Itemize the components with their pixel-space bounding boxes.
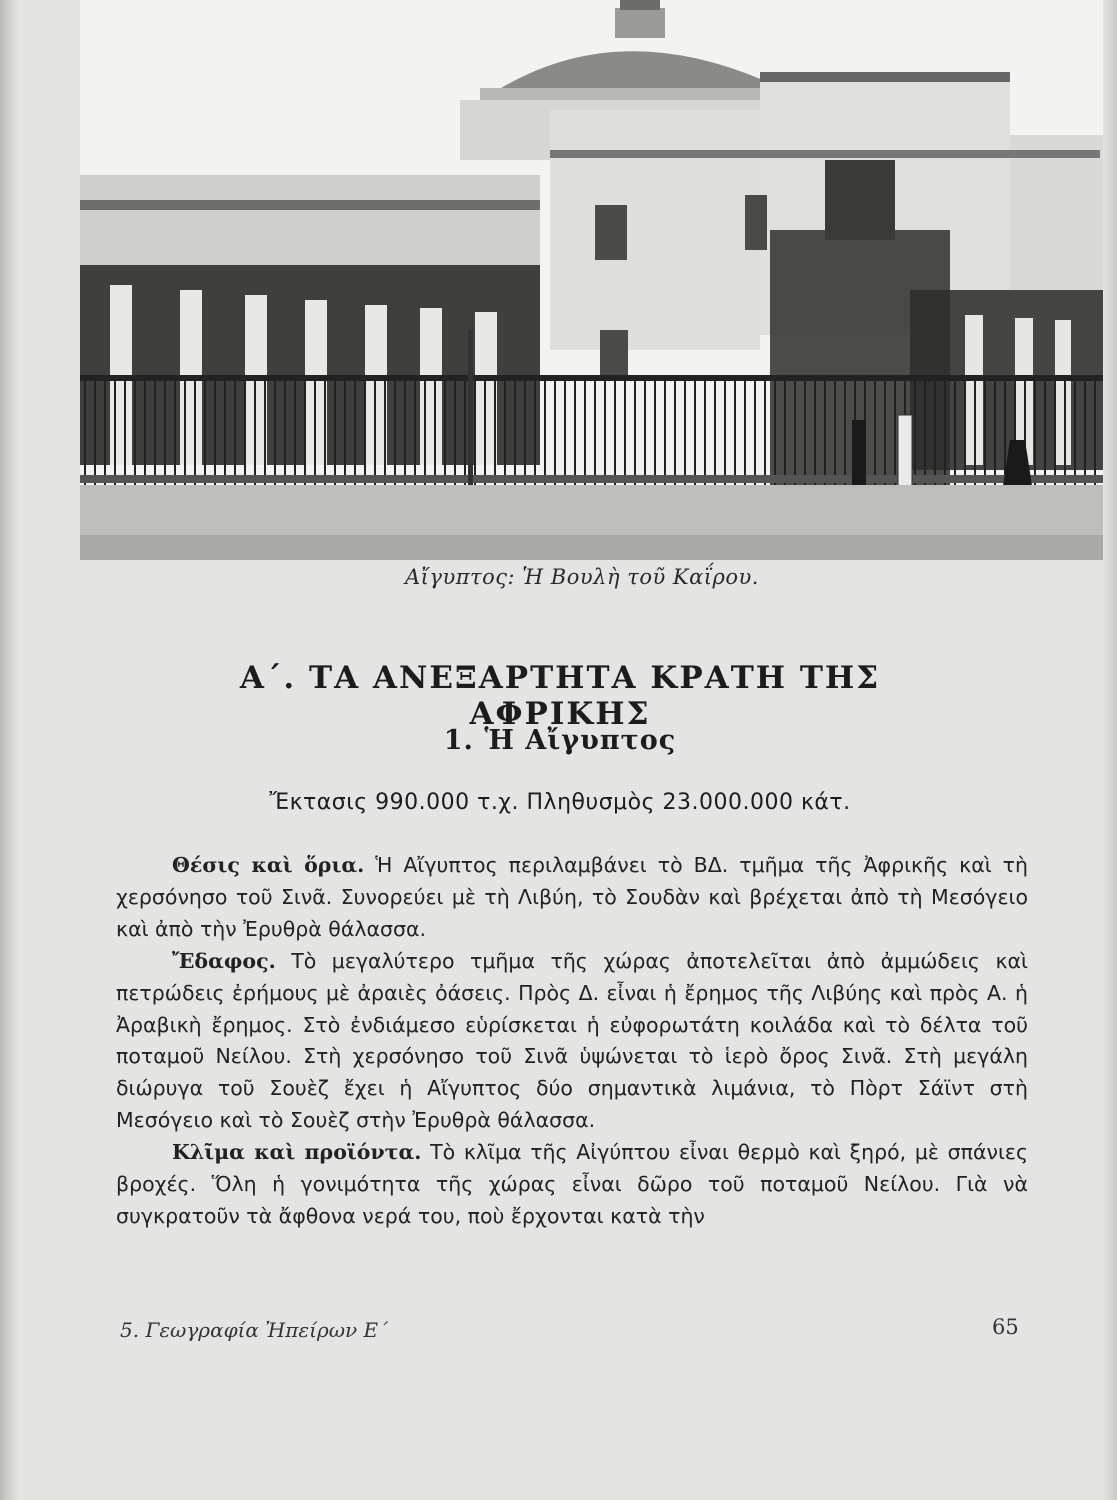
paragraph-text: Τὸ κλῖμα τῆς Αἰγύπτου εἶναι θερμὸ καὶ ξηρό, μὲ σπάνιες βροχές. Ὅλη ἡ γονιμότητα τῆς χώρας εἶναι δῶρο τοῦ ποταμοῦ Νείλου. Γιὰ νὰ συγκρατοῦν τὰ ἄφθονα νερά του, ποὺ ἔρχονται κατὰ τὴν <box>116 1140 1028 1228</box>
page-number: 65 <box>992 1315 1019 1339</box>
paragraph-heading: Ἔδαφος. <box>172 948 276 973</box>
section-title: 1. Ἡ Αἴγυπτος <box>443 725 677 756</box>
photo-caption: Αἴγυπτος: Ἡ Βουλὴ τοῦ Καΐρου. <box>405 565 759 589</box>
paragraph-text: Ἡ Αἴγυπτος περιλαμβάνει τὸ ΒΔ. τμῆμα τῆς Ἀφρικῆς καὶ τὴ χερσόνησο τοῦ Σινᾶ. Συνορεύει μὲ τὴ Λιβύη, τὸ Σουδὰν καὶ βρέχεται ἀπὸ τὴ Μεσόγειο καὶ ἀπὸ τὴν Ἐρυθρὰ θάλασσα. <box>116 853 1028 941</box>
body-text <box>116 850 1028 1233</box>
page-edge-shadow <box>1103 0 1117 1500</box>
paragraph-text: Τὸ μεγαλύτερο τμῆμα τῆς χώρας ἀποτελεῖται ἀπὸ ἀμμώδεις καὶ πετρώδεις ἐρήμους μὲ ἀραιὲς ὀάσεις. Πρὸς Δ. εἶναι ἡ ἔρημος τῆς Λιβύης καὶ πρὸς Α. ἡ Ἀραβικὴ ἔρημος. Στὸ ἐνδιάμεσο εὑρίσκεται ἡ εὐφορωτάτη κοιλάδα καὶ τὸ δέλτα τοῦ ποταμοῦ Νείλου. Στὴ χερσόνησο τοῦ Σινᾶ ὑψώνεται τὸ ἱερὸ ὄρος Σινᾶ. Στὴ μεγάλη διώρυγα τοῦ Σουὲζ ἔχει ἡ Αἴγυπτος δύο σημαντικὰ λιμάνια, τὸ Πὸρτ Σάϊντ στὴ Μεσόγειο καὶ τὸ Σουὲζ στὴν Ἐρυθρὰ θάλασσα. <box>116 948 1028 1133</box>
paragraph-terrain <box>116 946 1028 1137</box>
book-spine-shadow <box>0 0 20 1500</box>
footer-book-title: 5. Γεωγραφία Ἠπείρων Ε΄ <box>120 1318 389 1342</box>
paragraph-heading: Κλῖμα καὶ προϊόντα. <box>172 1140 422 1165</box>
paragraph-climate-products <box>116 1137 1028 1233</box>
paragraph-heading: Θέσις καὶ ὅρια. <box>172 853 365 877</box>
paragraph-position-borders <box>116 850 1028 946</box>
area-population-stats: Ἔκτασις 990.000 τ.χ. Πληθυσμὸς 23.000.000 κάτ. <box>269 790 851 815</box>
chapter-title: Α΄. ΤΑ ΑΝΕΞΑΡΤΗΤΑ ΚΡΑΤΗ ΤΗΣ ΑΦΡΙΚΗΣ <box>239 660 881 732</box>
cairo-parliament-photo <box>80 0 1103 560</box>
